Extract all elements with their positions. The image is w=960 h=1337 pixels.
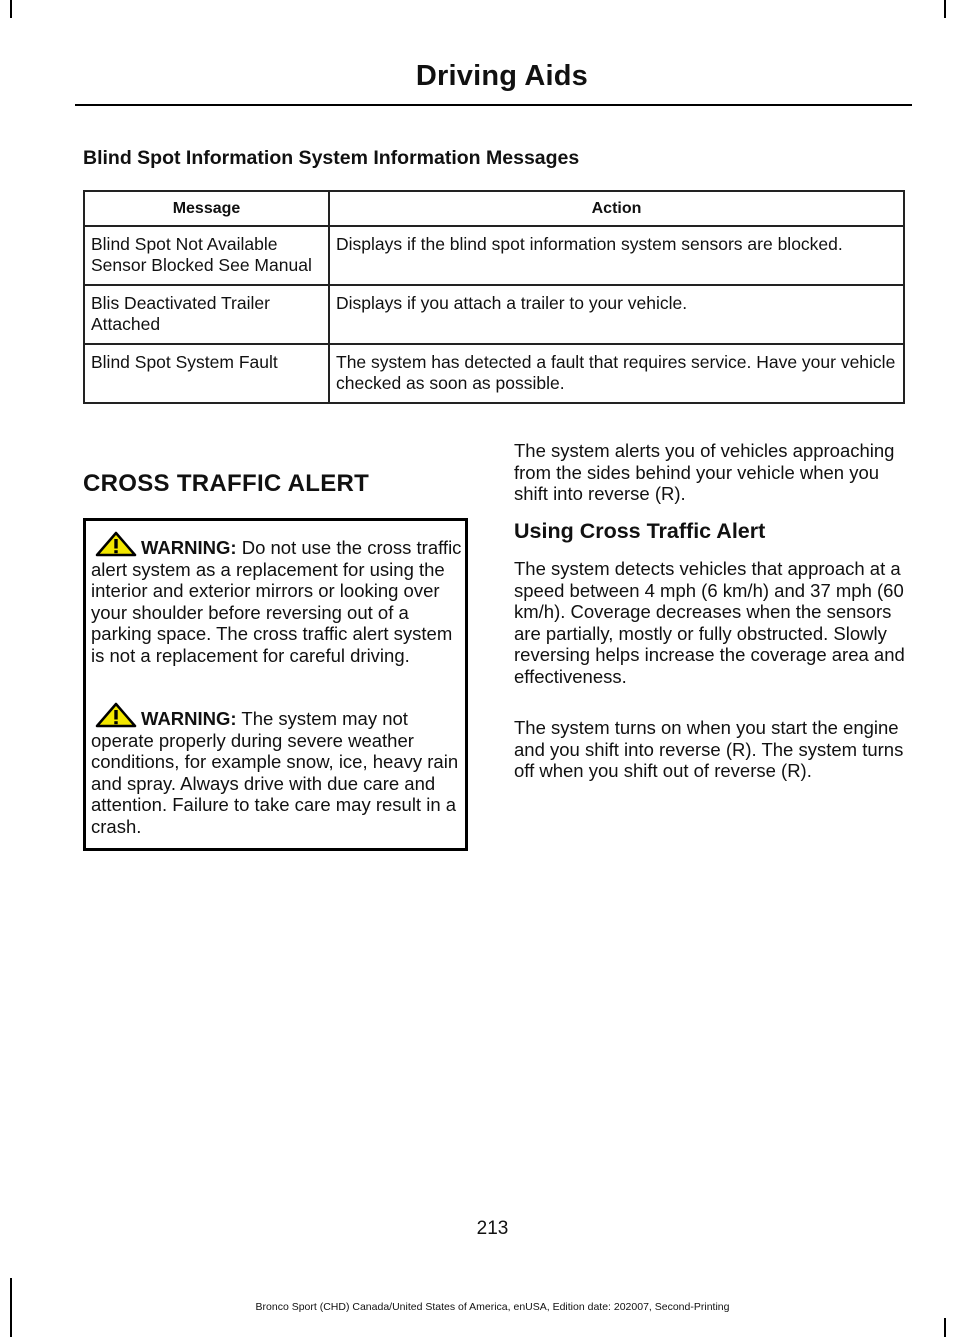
warning-paragraph (91, 702, 469, 837)
section-heading: CROSS TRAFFIC ALERT (83, 470, 370, 497)
warning-label: WARNING: (141, 537, 237, 558)
page-header-title: Driving Aids (415, 60, 588, 92)
header-divider (75, 104, 912, 106)
crop-mark-top-right (944, 0, 946, 18)
subsection-heading: Using Cross Traffic Alert (514, 519, 766, 543)
action-cell: Displays if you attach a trailer to your vehicle. (329, 285, 904, 344)
messages-table (83, 190, 905, 404)
message-cell: Blind Spot Not Available Sensor Blocked See Manual (84, 226, 329, 285)
intro-paragraph: The system alerts you of vehicles approaching from the sides behind your vehicle when you shift into reverse (R). (514, 440, 895, 504)
message-cell: Blis Deactivated Trailer Attached (84, 285, 329, 344)
table-row (84, 226, 904, 285)
warning-triangle-icon (95, 702, 137, 728)
crop-mark-top-left (10, 0, 12, 18)
table-title: Blind Spot Information System Information Messages (83, 147, 580, 169)
body-paragraph: The system turns on when you start the engine and you shift into reverse (R). The system turns off when you shift out of reverse (R). (514, 717, 904, 781)
warning-text: Do not use the cross traffic alert system as a replacement for using the interior and exterior mirrors or looking over your shoulder before reversing out of a parking space. The cross traffic alert system is not a replacement for careful driving. (91, 537, 462, 666)
column-header-action: Action (329, 191, 904, 226)
table-header-row (84, 191, 904, 226)
warning-label: WARNING: (141, 708, 237, 729)
page-number: 213 (476, 1218, 509, 1239)
warning-text: The system may not operate properly during severe weather conditions, for example snow, ice, heavy rain and spray. Always drive with due care and attention. Failure to take care may result in a crash. (91, 708, 459, 837)
warning-box (83, 518, 468, 851)
action-cell: The system has detected a fault that requires service. Have your vehicle checked as soon as possible. (329, 344, 904, 403)
body-paragraph: The system detects vehicles that approach at a speed between 4 mph (6 km/h) and 37 mph (60 km/h). Coverage decreases when the sensors are partially, mostly or fully obstructed. Slowly reversing helps increase the coverage area and effectiveness. (514, 558, 905, 687)
column-header-message: Message (84, 191, 329, 226)
message-cell: Blind Spot System Fault (84, 344, 329, 403)
table-row (84, 285, 904, 344)
action-cell: Displays if the blind spot information system sensors are blocked. (329, 226, 904, 285)
table-row (84, 344, 904, 403)
warning-paragraph (91, 531, 469, 666)
warning-triangle-icon (95, 531, 137, 557)
crop-mark-bottom-right (944, 1318, 946, 1337)
edition-footer: Bronco Sport (CHD) Canada/United States of America, enUSA, Edition date: 202007, Second-Printing (255, 1301, 730, 1313)
